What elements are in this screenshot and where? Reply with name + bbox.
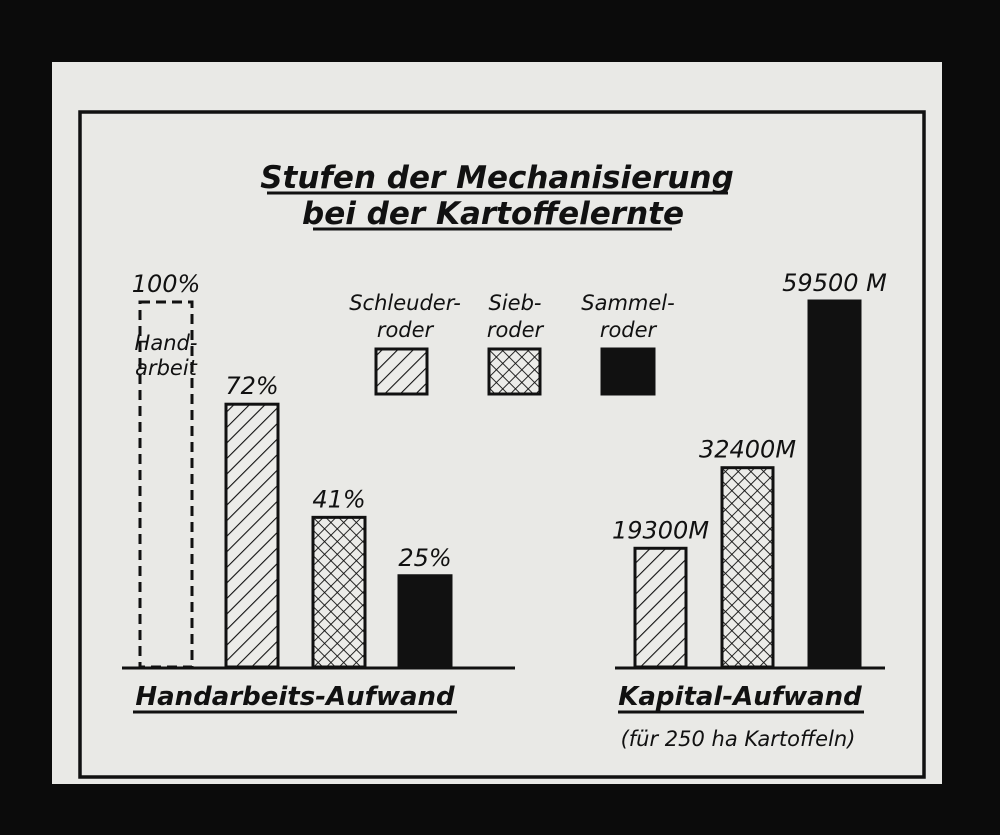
handarbeit-inbar-label-1: Hand- xyxy=(134,331,198,355)
handarbeit-bar-2 xyxy=(226,404,278,667)
handarbeit-value-label-4: 25% xyxy=(398,543,452,572)
kapital-bar-3 xyxy=(809,301,860,667)
right-axis-note: (für 250 ha Kartoffeln) xyxy=(620,727,856,751)
legend-siebroder-label-2: roder xyxy=(486,318,544,342)
right-axis-caption: Kapital-Aufwand xyxy=(618,682,862,712)
handarbeit-value-label-3: 41% xyxy=(312,485,366,514)
handarbeit-bar-4 xyxy=(399,576,451,667)
left-axis-caption: Handarbeits-Aufwand xyxy=(135,682,455,712)
handarbeit-inbar-label-2: arbeit xyxy=(135,356,197,380)
handarbeit-value-label-2: 72% xyxy=(225,372,279,401)
legend-sammelroder-swatch xyxy=(602,349,654,394)
chart-title-line2: bei der Kartoffelernte xyxy=(302,196,684,232)
kapital-bar-2 xyxy=(722,468,773,667)
handarbeit-bar-3 xyxy=(313,517,365,667)
legend-siebroder-swatch xyxy=(489,349,540,394)
legend-schleuderroder-label-2: roder xyxy=(376,318,434,342)
legend-schleuderroder-swatch xyxy=(376,349,427,394)
handarbeit-value-label-1: 100% xyxy=(131,270,201,298)
kapital-value-label-2: 32400M xyxy=(698,435,797,464)
chart-title-line1: Stufen der Mechanisierung xyxy=(260,160,734,196)
legend-sammelroder-label-1: Sammel- xyxy=(581,291,675,315)
kapital-value-label-3: 59500 M xyxy=(782,269,887,297)
legend-siebroder-label-1: Sieb- xyxy=(488,291,542,315)
legend-sammelroder-label-2: roder xyxy=(599,318,657,342)
kapital-value-label-1: 19300M xyxy=(611,516,710,545)
kapital-bar-1 xyxy=(635,548,686,667)
legend-schleuderroder-label-1: Schleuder- xyxy=(349,291,461,315)
